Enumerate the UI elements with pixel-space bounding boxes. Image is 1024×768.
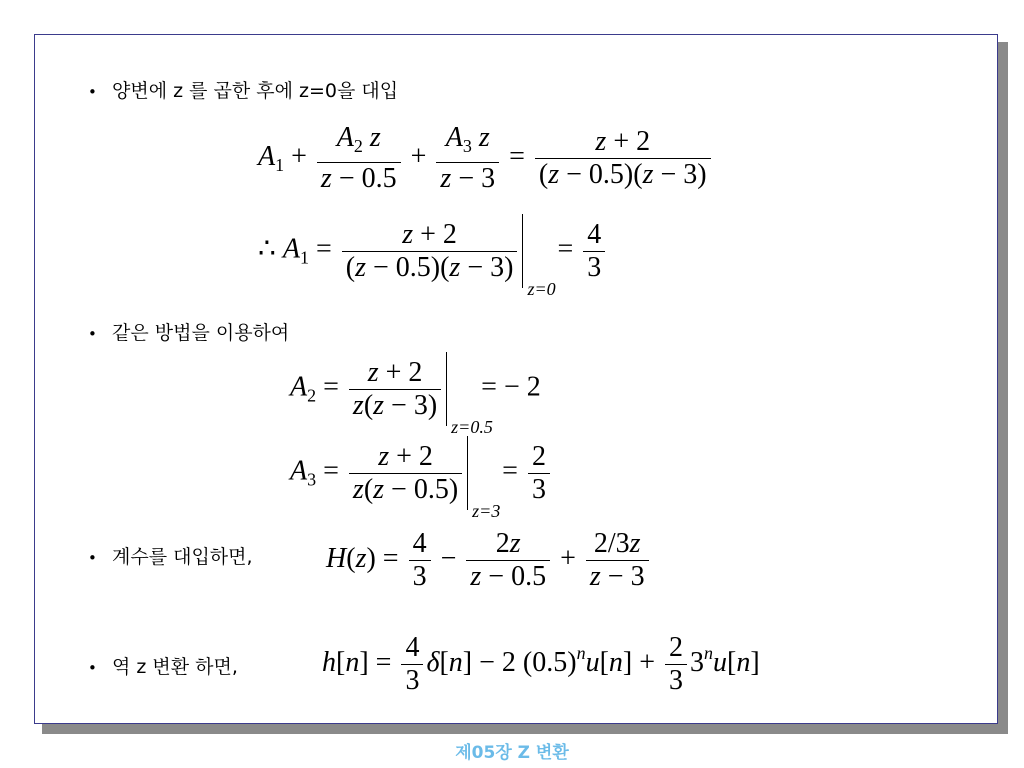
bullet-1-text: 양변에 z 를 곱한 후에 z=0을 대입 [112, 80, 399, 102]
bullet-dot: • [88, 549, 97, 567]
bullet-4-text: 역 z 변환 하면, [112, 656, 238, 678]
bullet-4 [88, 656, 238, 679]
bullet-3-text: 계수를 대입하면, [112, 546, 253, 568]
bullet-dot: • [88, 83, 97, 101]
equation-5: H(z) = $\frac{4}{3}$ − $\frac{2z}{z - 0.5}$ + $\frac{2/3z}{z - 3}$ [326, 528, 652, 593]
equation-6: h[n] = $\frac{4}{3}$ δ[n] − 2 $(0.5)^nu[n]$ + $\frac{2}{3}$ 3$^n$u[n] [322, 632, 760, 696]
bullet-3 [88, 546, 253, 569]
footer-chapter-title: 제05장 Z 변환 [455, 743, 569, 763]
bullet-2 [88, 322, 289, 345]
equation-1: $A_1$ + $\frac{A_2 z}{z - 0.5}$ + $\frac{A_3 z}{z - 3}$ = $\frac{z + 2}{(z - 0.5)(z - 3)}$ [258, 122, 714, 195]
equation-3: $A_2$ = $\frac{z + 2}{z(z - 3)}$ z=0.5 = − 2 [290, 352, 541, 426]
equation-2: ∴ $A_1$ = $\frac{z + 2}{(z - 0.5)(z - 3)}$ z=0 = $\frac{4}{3}$ [258, 214, 608, 288]
equation-4: $A_3$ = $\frac{z + 2}{z(z - 0.5)}$ z=3 = $\frac{2}{3}$ [290, 436, 553, 510]
bullet-2-text: 같은 방법을 이용하여 [112, 322, 290, 344]
bullet-dot: • [88, 659, 97, 677]
bullet-dot: • [88, 325, 97, 343]
bullet-1 [88, 80, 398, 103]
